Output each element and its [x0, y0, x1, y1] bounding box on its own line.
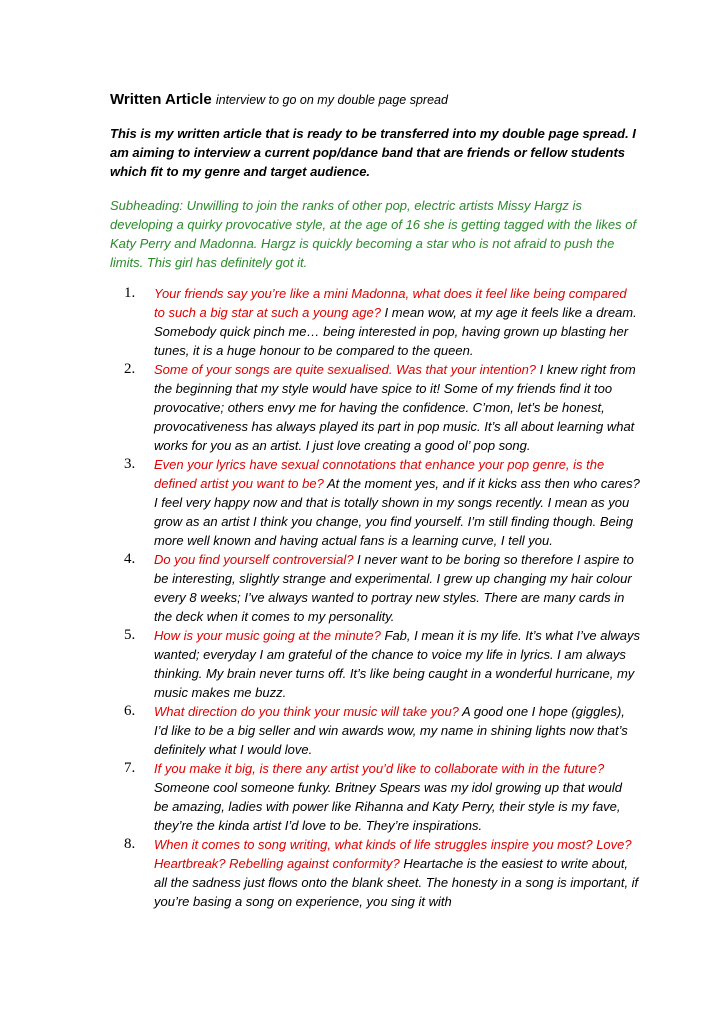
title-main: Written Article — [110, 91, 212, 108]
interview-answer: I mean wow, at my age it feels like a dream. Somebody quick pinch me… being interested in pop, having grown up blasting her tunes, it is a huge honour to be compared to the queen. — [154, 305, 637, 358]
interview-question: When it comes to song writing, what kinds of life struggles inspire you most? Love? Heartbreak? Rebelling against conformity? — [154, 837, 632, 871]
item-number: 4. — [124, 551, 136, 567]
interview-item — [110, 759, 640, 835]
interview-answer: At the moment yes, and if it kicks ass then who cares? I feel very happy now and that is totally shown in my songs recently. I mean as you grow as an artist I think you change, you find yourself. I’m still finding though. Being more well known and having actual fans is a learning curve, I tell you. — [154, 476, 640, 548]
interview-answer: Someone cool someone funky. Britney Spears was my idol growing up that would be amazing, ladies with power like Rihanna and Katy Perry, their style is my fave, they’re the kinda artist I’d love to be. They’re inspirations. — [154, 780, 623, 833]
interview-item — [110, 626, 640, 702]
interview-answer: I never want to be boring so therefore I aspire to be interesting, slightly strange and experimental. I grew up changing my hair colour every 8 weeks; I’ve always wanted to portray new styles. There are many cards in the deck when it comes to my personality. — [154, 552, 634, 624]
item-number: 7. — [124, 760, 136, 776]
item-number: 6. — [124, 703, 136, 719]
interview-question: If you make it big, is there any artist you’d like to collaborate with in the future? — [154, 761, 605, 776]
item-number: 2. — [124, 361, 136, 377]
interview-item — [110, 835, 640, 911]
interview-question: Your friends say you’re like a mini Madonna, what does it feel like being compared to such a big star at such a young age? — [154, 286, 627, 320]
interview-item — [110, 284, 640, 360]
interview-list — [110, 284, 640, 911]
interview-question: What direction do you think your music will take you? — [154, 704, 463, 719]
interview-item — [110, 550, 640, 626]
interview-question: Some of your songs are quite sexualised. Was that your intention? — [154, 362, 540, 377]
subheading-paragraph: Subheading: Unwilling to join the ranks of other pop, electric artists Missy Hargz is developing a quirky provocative style, at the age of 16 she is getting tagged with the likes of Katy Perry and Madonna. Hargz is quickly becoming a star who is not afraid to push the limits. This girl has definitely got it. — [110, 198, 637, 270]
interview-item — [110, 455, 640, 550]
interview-answer: A good one I hope (giggles), I’d like to be a big seller and win awards wow, my name in shining lights now that’s definitely what I would love. — [154, 704, 628, 757]
interview-item — [110, 702, 640, 759]
item-number: 3. — [124, 456, 136, 472]
interview-answer: Fab, I mean it is my life. It’s what I’ve always wanted; everyday I am grateful of the chance to voice my life in lyrics. I am always thinking. My brain never turns off. It’s like being caught in a wonderful hurricane, my music makes me buzz. — [154, 628, 641, 700]
intro-paragraph: This is my written article that is ready to be transferred into my double page spread. I am aiming to interview a current pop/dance band that are friends or fellow students which fit to my genre and target audience. — [110, 126, 636, 179]
item-number: 8. — [124, 836, 136, 852]
interview-question: Do you find yourself controversial? — [154, 552, 358, 567]
item-number: 1. — [124, 285, 136, 301]
interview-answer: Heartache is the easiest to write about, all the sadness just flows onto the blank sheet. The honesty in a song is important, if you’re basing a song on experience, you sing it with — [154, 856, 639, 909]
item-number: 5. — [124, 627, 136, 643]
interview-item — [110, 360, 640, 455]
title-subtitle: interview to go on my double page spread — [215, 93, 448, 107]
document-page — [110, 90, 640, 911]
interview-question: How is your music going at the minute? — [154, 628, 385, 643]
interview-question: Even your lyrics have sexual connotations that enhance your pop genre, is the defined artist you want to be? — [154, 457, 605, 491]
page-title — [110, 90, 640, 110]
interview-answer: I knew right from the beginning that my style would have spice to it! Some of my friends find it too provocative; others envy me for having the confidence. C’mon, let’s be honest, provocativeness has always played its part in pop music. It’s all about learning what works for you as an artist. I just love creating a good ol’ pop song. — [154, 362, 636, 453]
